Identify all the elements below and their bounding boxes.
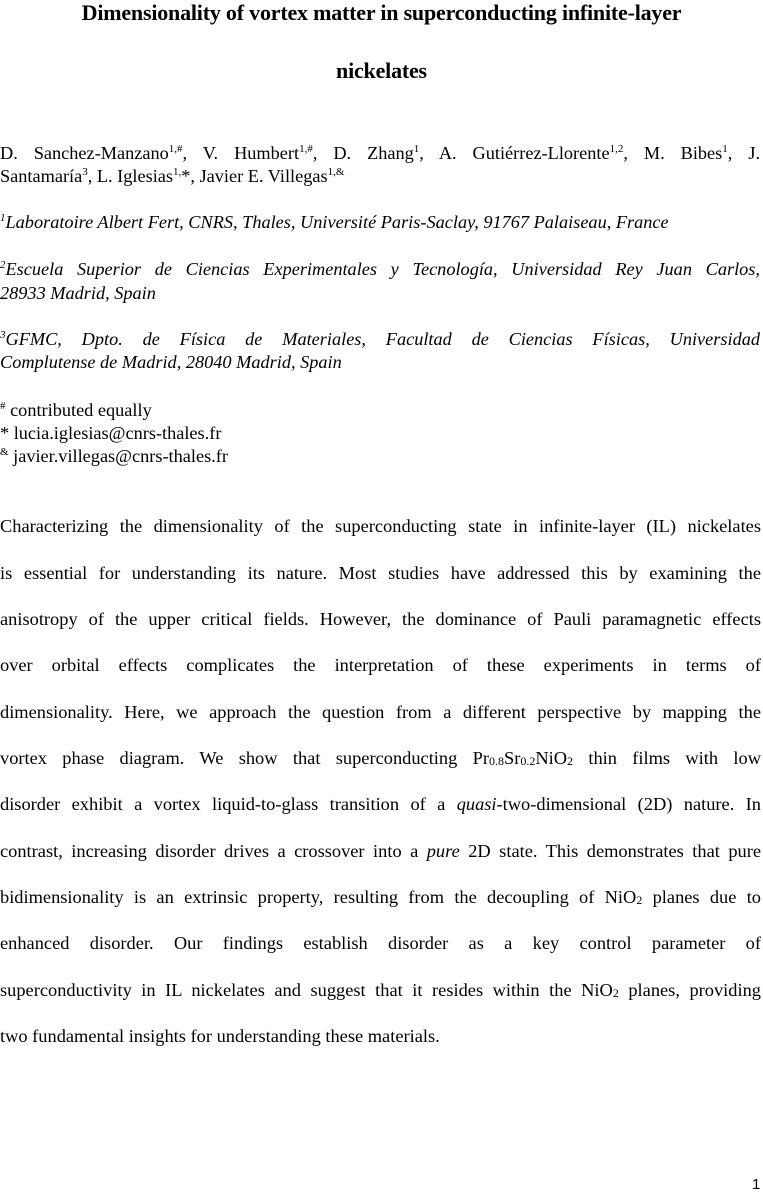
author-name: L. Iglesias: [96, 166, 174, 186]
affiliation-1: [0, 212, 669, 233]
abstract-line: Characterizing the dimensionality of the superconducting state in infinite-layer (IL) nickelates: [0, 516, 761, 536]
abstract-text: bidimensionality is an extrinsic property, resulting from the decoupling of NiO: [0, 887, 637, 907]
abstract-text: 2D state. This demonstrates that pure: [459, 841, 761, 861]
note-text: javier.villegas@cnrs-thales.fr: [8, 446, 228, 466]
corresponding-email-1: * lucia.iglesias@cnrs-thales.fr: [0, 423, 222, 443]
abstract-text: -two-dimensional (2D) nature. In: [496, 794, 761, 814]
author-affiliation-mark: 1,#: [299, 143, 313, 155]
affiliation-3-line-1: [0, 329, 760, 350]
author-name: D. Zhang: [333, 143, 414, 163]
paper-title-line-2: nickelates: [336, 58, 427, 83]
affiliation-2-line-1: [0, 259, 760, 280]
author-name: D. Sanchez-Manzano: [0, 143, 169, 163]
abstract-line: is essential for understanding its nature. Most studies have addressed this by examining the: [0, 563, 761, 583]
author-affiliation-mark: 1,: [173, 166, 182, 178]
author-name: V. Humbert: [202, 143, 300, 163]
abstract-text: NiO: [535, 748, 568, 768]
abstract-line: two fundamental insights for understanding these materials.: [0, 1026, 440, 1046]
abstract-line: [0, 887, 761, 908]
author-affiliation-mark: 1,2: [609, 143, 624, 155]
author-affiliation-mark: 1: [413, 143, 420, 155]
emphasis-text: quasi: [456, 794, 497, 814]
equal-contribution-note: [0, 400, 152, 421]
author-name: A. Gutiérrez-Llorente: [438, 143, 610, 163]
abstract-text: Sr: [503, 748, 521, 768]
abstract-line: [0, 748, 761, 769]
abstract-text: planes, providing: [618, 980, 761, 1000]
author-affiliation-mark: 1,&: [327, 166, 345, 178]
subscript: 0.2: [520, 754, 536, 768]
affiliation-3-line-2: Complutense de Madrid, 28040 Madrid, Spain: [0, 352, 342, 372]
abstract-line: [0, 841, 761, 862]
corresponding-email-2: [0, 446, 228, 467]
abstract-text: disorder exhibit a vortex liquid-to-glass transition of a: [0, 794, 457, 814]
author-list-line-1: D. Sanchez-Manzano$^{1,\#}$, V. Humbert$^{1,\#}$, D. Zhang$^1$, A. Gutiérrez-Llorente$^{1,2}$, M. Bibes$^1$, J.: [0, 143, 761, 163]
affiliation-text: Laboratoire Albert Fert, CNRS, Thales, Université Paris-Saclay, 91767 Palaiseau, France: [5, 212, 669, 232]
author-name: Santamaría: [0, 166, 83, 186]
subscript: 2: [567, 754, 574, 768]
paper-title-line-1: Dimensionality of vortex matter in superconducting infinite-layer: [81, 0, 682, 25]
corresponding-author-mark: *: [181, 166, 191, 186]
author-affiliation-mark: 1,#: [168, 143, 183, 155]
abstract-text: planes due to: [642, 887, 761, 907]
affiliation-number: 1: [0, 212, 6, 224]
affiliation-text: Escuela Superior de Ciencias Experimentales y Tecnología, Universidad Rey Juan Carlos,: [5, 259, 760, 279]
author-name: M. Bibes: [643, 143, 723, 163]
affiliation-number: 3: [0, 329, 6, 341]
author-affiliation-mark: 1: [722, 143, 728, 155]
abstract-line: over orbital effects complicates the interpretation of these experiments in terms of: [0, 655, 761, 675]
author-affiliation-mark: 3: [82, 166, 88, 178]
subscript: 2: [636, 893, 643, 907]
abstract-text: contrast, increasing disorder drives a crossover into a: [0, 841, 427, 861]
emphasis-text: pure: [426, 841, 460, 861]
abstract-line: [0, 794, 761, 815]
abstract-line: anisotropy of the upper critical fields. However, the dominance of Pauli paramagnetic effects: [0, 609, 761, 629]
abstract-text: superconductivity in IL nickelates and suggest that it resides within the NiO: [0, 980, 613, 1000]
subscript: 0.8: [488, 754, 504, 768]
author-list-line-2: Santamaría$^3$, L. Iglesias$^{1,}$*, Javier E. Villegas$^{1,\&}$: [0, 166, 345, 186]
note-text: contributed equally: [5, 400, 152, 420]
affiliation-number: 2: [0, 259, 6, 271]
affiliation-text: GFMC, Dpto. de Física de Materiales, Facultad de Ciencias Físicas, Universidad: [5, 329, 760, 349]
abstract-line: [0, 980, 761, 1001]
abstract-line: dimensionality. Here, we approach the question from a different perspective by mapping the: [0, 702, 761, 722]
author-name: Javier E. Villegas: [199, 166, 328, 186]
subscript: 2: [612, 986, 619, 1000]
abstract-text: thin films with low: [573, 748, 761, 768]
note-mark: &: [0, 446, 9, 458]
abstract-text: vortex phase diagram. We show that superconducting Pr: [0, 748, 489, 768]
page-number: 1: [752, 1176, 761, 1193]
note-mark: #: [0, 400, 6, 412]
author-name: J.: [748, 143, 761, 163]
affiliation-2-line-2: 28933 Madrid, Spain: [0, 283, 156, 303]
abstract-line: enhanced disorder. Our findings establish disorder as a key control parameter of: [0, 933, 761, 953]
